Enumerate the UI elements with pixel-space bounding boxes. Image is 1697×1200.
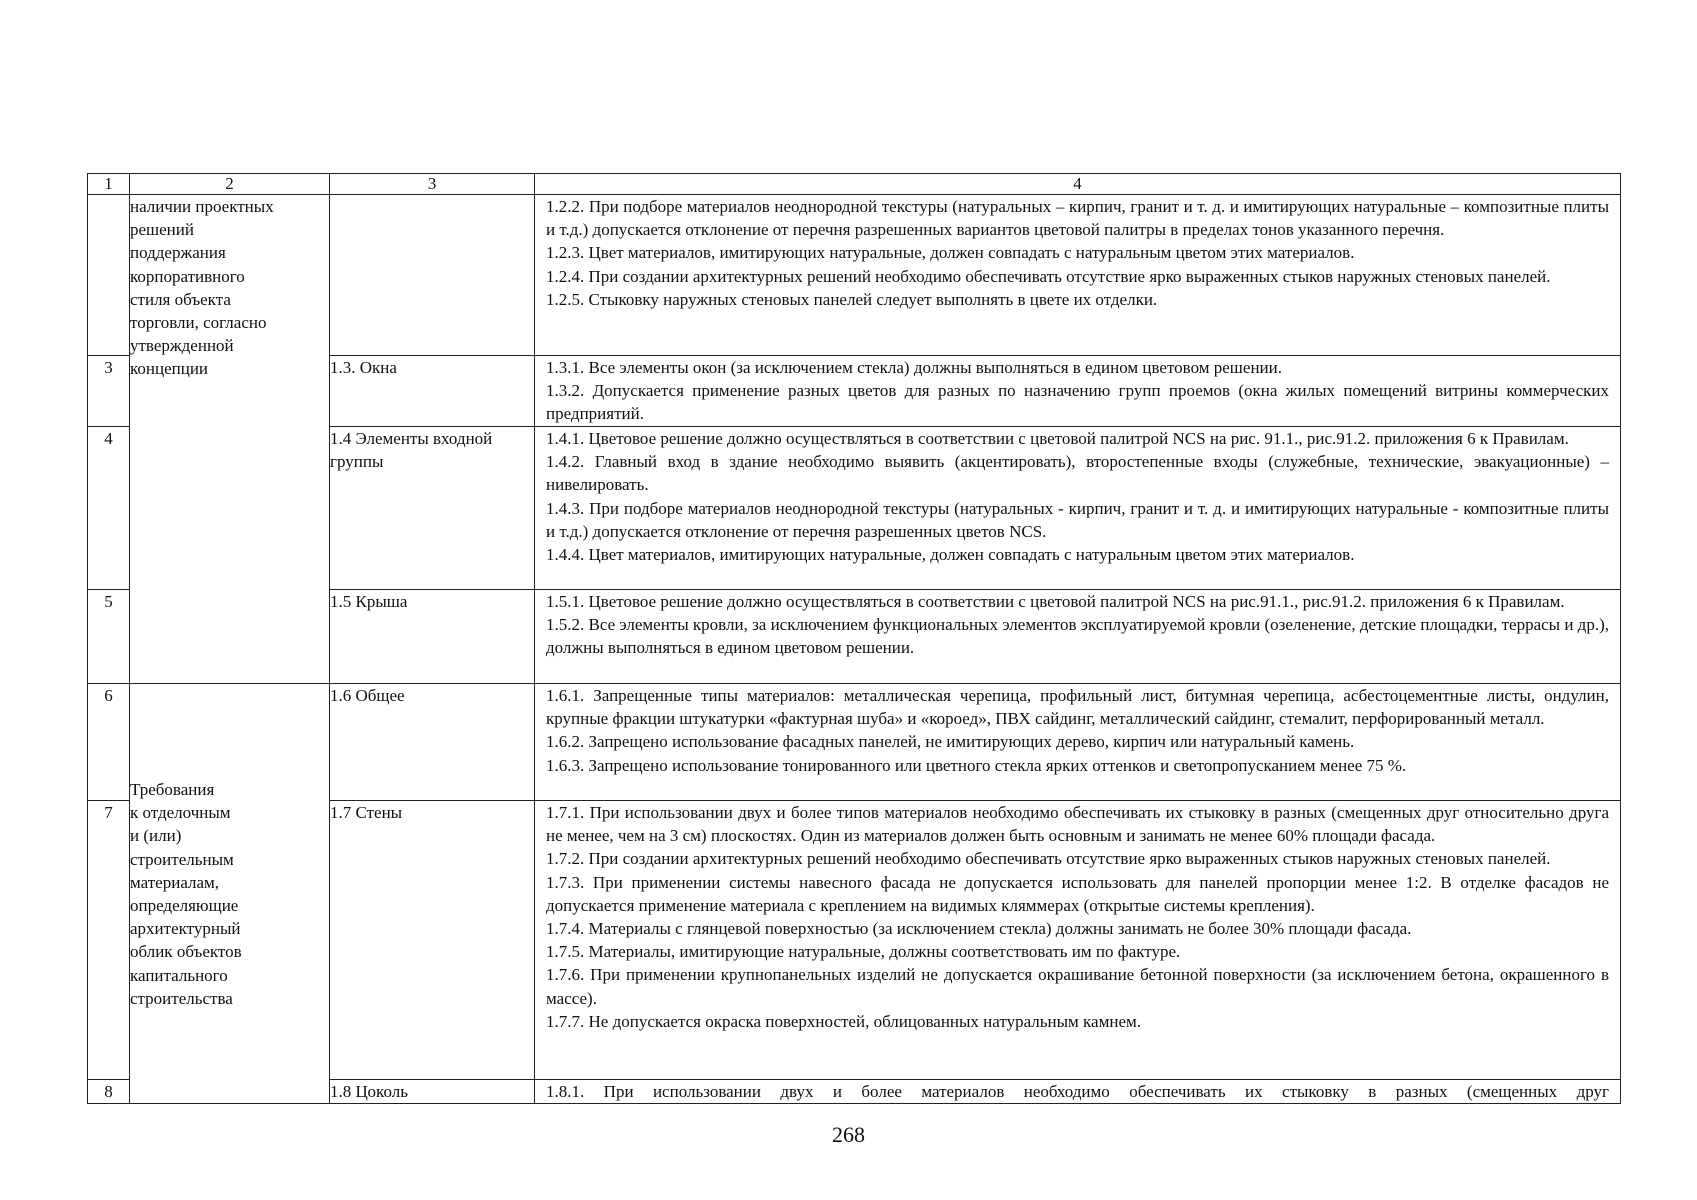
requirement-item: 1.7.6. При применении крупнопанельных изделий не допускается окрашивание бетонной поверхности (за исключением бетона, окрашенного в массе). xyxy=(546,965,1609,1008)
group-text: Требования к отделочным и (или) строительным материалам, определяющие архитектурный облик объектов капитального строительства xyxy=(130,780,242,1008)
requirements-cell xyxy=(535,801,1621,1080)
header-col-1: 1 xyxy=(88,174,130,195)
requirements-table xyxy=(87,173,1621,1104)
requirement-item: 1.5.1. Цветовое решение должно осуществляться в соответствии с цветовой палитрой NCS на рис.91.1., рис.91.2. приложения 6 к Правилам. xyxy=(546,592,1565,611)
requirement-item: 1.4.2. Главный вход в здание необходимо выявить (акцентировать), второстепенные входы (служебные, технические, эвакуационные) – нивелировать. xyxy=(546,452,1609,495)
table-header-row xyxy=(88,174,1621,195)
requirement-item: 1.6.2. Запрещено использование фасадных панелей, не имитирующих дерево, кирпич или натуральный камень. xyxy=(546,732,1355,752)
requirements-cell xyxy=(535,356,1621,427)
section-cell: 1.5 Крыша xyxy=(330,590,535,684)
requirement-item: 1.2.3. Цвет материалов, имитирующих натуральные, должен совпадать с натуральным цветом этих материалов. xyxy=(546,243,1355,263)
requirement-item: 1.2.5. Стыковку наружных стеновых панелей следует выполнять в цвете их отделки. xyxy=(546,289,1158,309)
header-col-4: 4 xyxy=(535,174,1621,195)
table-row xyxy=(88,195,1621,356)
section-cell: 1.8 Цоколь xyxy=(330,1080,535,1104)
requirements-cell xyxy=(535,590,1621,684)
requirement-item: 1.6.1. Запрещенные типы материалов: металлическая черепица, профильный лист, битумная черепица, асбестоцементные листы, ондулин, крупные фракции штукатурки «фактурная шуба» и «короед», ПВХ сайдинг, металлический сайдинг, стемалит, перфорированный металл. xyxy=(546,686,1609,729)
requirement-item: 1.7.7. Не допускается окраска поверхностей, облицованных натуральным камнем. xyxy=(546,1011,1142,1031)
row-number xyxy=(88,195,130,356)
group-cell-corporate-style xyxy=(130,195,330,684)
section-cell xyxy=(330,195,535,356)
header-col-3: 3 xyxy=(330,174,535,195)
requirements-cell xyxy=(535,1080,1621,1104)
group-cell-finishing-materials xyxy=(130,684,330,1104)
requirement-item: 1.7.4. Материалы с глянцевой поверхностью (за исключением стекла) должны занимать не более 30% площади фасада. xyxy=(546,919,1412,939)
requirements-cell xyxy=(535,427,1621,590)
requirement-item: 1.4.3. При подборе материалов неоднородной текстуры (натуральных - кирпич, гранит и т. д. и имитирующих натуральные - композитные плиты и т.д.) допускается отклонение от перечня разрешенных цветов NCS. xyxy=(546,498,1609,541)
row-number: 7 xyxy=(88,801,130,1080)
requirement-item: 1.6.3. Запрещено использование тонированного или цветного стекла ярких оттенков и светопропусканием менее 75 %. xyxy=(546,755,1407,775)
page-number: 268 xyxy=(832,1122,865,1147)
requirement-item: 1.5.2. Все элементы кровли, за исключением функциональных элементов эксплуатируемой кровли (озеленение, детские площадки, террасы и др.), должны выполняться в едином цветовом решении. xyxy=(546,615,1609,658)
requirements-cell xyxy=(535,684,1621,801)
header-col-2: 2 xyxy=(130,174,330,195)
group-text: наличии проектных решений поддержания корпоративного стиля объекта торговли, согласно утвержденной концепции xyxy=(130,197,274,379)
row-number: 4 xyxy=(88,427,130,590)
table-row xyxy=(88,684,1621,801)
requirement-item: 1.7.2. При создании архитектурных решений необходимо обеспечивать отсутствие ярко выраженных стыков наружных стеновых панелей. xyxy=(546,849,1551,869)
requirement-item: 1.7.1. При использовании двух и более типов материалов необходимо обеспечивать их стыковку в разных (смещенных друг относительно друга не менее, чем на 3 см) плоскостях. Один из материалов должен быть основным и занимать не менее 60% площади фасада. xyxy=(546,803,1609,846)
requirement-item: 1.8.1. При использовании двух и более материалов необходимо обеспечивать их стыковку в разных (смещенных друг xyxy=(546,1082,1609,1101)
row-number: 5 xyxy=(88,590,130,684)
requirement-item: 1.7.5. Материалы, имитирующие натуральные, должны соответствовать им по фактуре. xyxy=(546,942,1181,962)
row-number: 6 xyxy=(88,684,130,801)
requirement-item: 1.3.1. Все элементы окон (за исключением стекла) должны выполняться в едином цветовом решении. xyxy=(546,358,1282,377)
section-cell: 1.4 Элементы входной группы xyxy=(330,427,535,590)
requirement-item: 1.2.2. При подборе материалов неоднородной текстуры (натуральных – кирпич, гранит и т. д. и имитирующих натуральные – композитные плиты и т.д.) допускается отклонение от перечня разрешенных вариантов цветовой палитры в пределах тонов указанного перечня. xyxy=(546,197,1609,240)
row-number: 8 xyxy=(88,1080,130,1104)
section-cell: 1.6 Общее xyxy=(330,684,535,801)
requirement-item: 1.7.3. При применении системы навесного фасада не допускается использовать для панелей пропорции менее 1:2. В отделке фасадов не допускается применение материала с креплением на видимых кляммерах (открытые системы крепления). xyxy=(546,872,1609,915)
requirement-item: 1.3.2. Допускается применение разных цветов для разных по назначению групп проемов (окна жилых помещений витрины коммерческих предприятий. xyxy=(546,381,1609,424)
requirement-item: 1.4.4. Цвет материалов, имитирующих натуральные, должен совпадать с натуральным цветом этих материалов. xyxy=(546,545,1355,565)
requirements-cell xyxy=(535,195,1621,356)
section-cell: 1.7 Стены xyxy=(330,801,535,1080)
requirement-item: 1.4.1. Цветовое решение должно осуществляться в соответствии с цветовой палитрой NCS на рис. 91.1., рис.91.2. приложения 6 к Правилам. xyxy=(546,429,1569,448)
requirement-item: 1.2.4. При создании архитектурных решений необходимо обеспечивать отсутствие ярко выраженных стыков наружных стеновых панелей. xyxy=(546,266,1551,286)
section-cell: 1.3. Окна xyxy=(330,356,535,427)
row-number: 3 xyxy=(88,356,130,427)
